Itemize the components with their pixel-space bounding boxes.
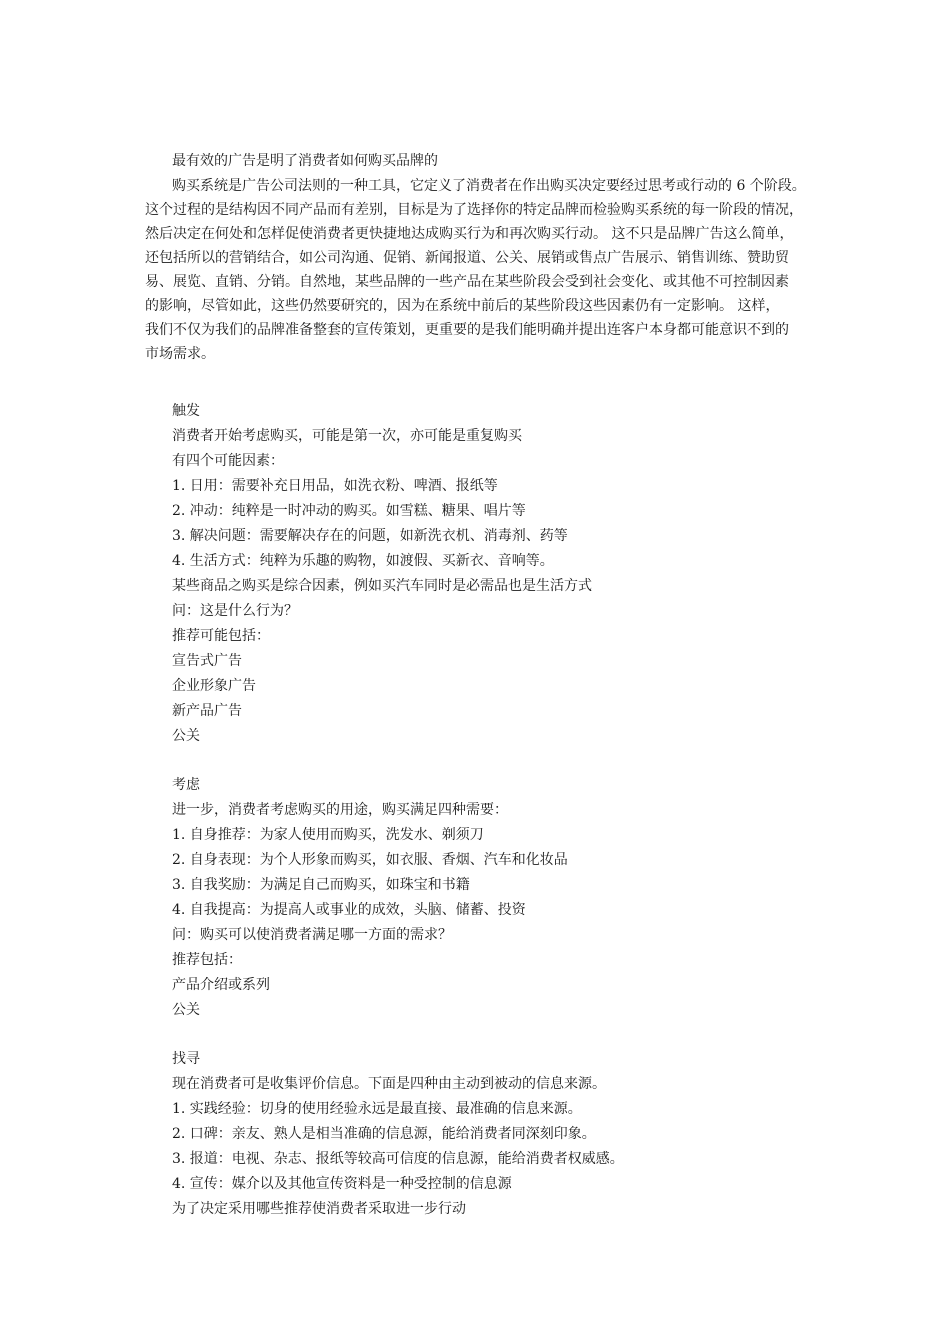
list-item: 1. 日用：需要补充日用品，如洗衣粉、啤酒、报纸等 bbox=[172, 478, 498, 494]
section-heading: 考虑 bbox=[172, 777, 200, 793]
section-line: 产品介绍或系列 bbox=[172, 977, 270, 993]
list-item: 4. 宣传：媒介以及其他宣传资料是一种受控制的信息源 bbox=[172, 1176, 512, 1192]
section-line: 新产品广告 bbox=[172, 703, 242, 719]
paragraph-line: 这个过程的是结构因不同产品而有差别，目标是为了选择你的特定品牌而检验购买系统的每一阶段的情况， bbox=[145, 202, 803, 218]
document-title: 最有效的广告是明了消费者如何购买品牌的 bbox=[172, 153, 438, 169]
section-line: 问：购买可以使消费者满足哪一方面的需求？ bbox=[172, 927, 452, 943]
list-item: 4. 自我提高：为提高人或事业的成效，头脑、储蓄、投资 bbox=[172, 902, 526, 918]
paragraph-line: 购买系统是广告公司法则的一种工具，它定义了消费者在作出购买决定要经过思考或行动的 6 个阶段。 bbox=[172, 178, 806, 194]
list-item: 2. 口碑：亲友、熟人是相当准确的信息源，能给消费者同深刻印象。 bbox=[172, 1126, 596, 1142]
list-item: 2. 冲动：纯粹是一时冲动的购买。如雪糕、糖果、唱片等 bbox=[172, 503, 526, 519]
section-heading: 触发 bbox=[172, 403, 200, 419]
section-line: 企业形象广告 bbox=[172, 678, 256, 694]
section-line: 有四个可能因素： bbox=[172, 453, 284, 469]
section-line: 为了决定采用哪些推荐使消费者采取进一步行动 bbox=[172, 1201, 466, 1217]
section-line: 消费者开始考虑购买，可能是第一次，亦可能是重复购买 bbox=[172, 428, 522, 444]
section-line: 问：这是什么行为？ bbox=[172, 603, 298, 619]
section-line: 推荐可能包括： bbox=[172, 628, 270, 644]
section-line: 宣告式广告 bbox=[172, 653, 242, 669]
section-line: 某些商品之购买是综合因素，例如买汽车同时是必需品也是生活方式 bbox=[172, 578, 592, 594]
section-line: 公关 bbox=[172, 1002, 200, 1018]
section-line: 公关 bbox=[172, 728, 200, 744]
list-item: 4. 生活方式：纯粹为乐趣的购物，如渡假、买新衣、音响等。 bbox=[172, 553, 554, 569]
list-item: 3. 解决问题：需要解决存在的问题，如新洗衣机、消毒剂、药等 bbox=[172, 528, 568, 544]
list-item: 2. 自身表现：为个人形象而购买，如衣服、香烟、汽车和化妆品 bbox=[172, 852, 568, 868]
paragraph-line: 易、展览、直销、分销。自然地，某些品牌的一些产品在某些阶段会受到社会变化、或其他不可控制因素 bbox=[145, 274, 789, 290]
list-item: 3. 报道：电视、杂志、报纸等较高可信度的信息源，能给消费者权威感。 bbox=[172, 1151, 624, 1167]
section-line: 现在消费者可是收集评价信息。下面是四种由主动到被动的信息来源。 bbox=[172, 1076, 606, 1092]
paragraph-line: 的影响，尽管如此，这些仍然要研究的，因为在系统中前后的某些阶段这些因素仍有一定影响。 这样， bbox=[145, 298, 780, 314]
paragraph-line: 还包括所以的营销结合，如公司沟通、促销、新闻报道、公关、展销或售点广告展示、销售训练、赞助贸 bbox=[145, 250, 789, 266]
section-line: 推荐包括： bbox=[172, 952, 242, 968]
paragraph-line: 市场需求。 bbox=[145, 346, 215, 362]
paragraph-line: 然后决定在何处和怎样促使消费者更快捷地达成购买行为和再次购买行动。 这不只是品牌广告这么简单， bbox=[145, 226, 794, 242]
list-item: 1. 自身推荐：为家人使用而购买，洗发水、剃须刀 bbox=[172, 827, 484, 843]
list-item: 1. 实践经验：切身的使用经验永远是最直接、最准确的信息来源。 bbox=[172, 1101, 582, 1117]
list-item: 3. 自我奖励：为满足自己而购买，如珠宝和书籍 bbox=[172, 877, 470, 893]
section-heading: 找寻 bbox=[172, 1051, 200, 1067]
paragraph-line: 我们不仅为我们的品牌准备整套的宣传策划，更重要的是我们能明确并提出连客户本身都可能意识不到的 bbox=[145, 322, 789, 338]
section-line: 进一步，消费者考虑购买的用途，购买满足四种需要： bbox=[172, 802, 508, 818]
